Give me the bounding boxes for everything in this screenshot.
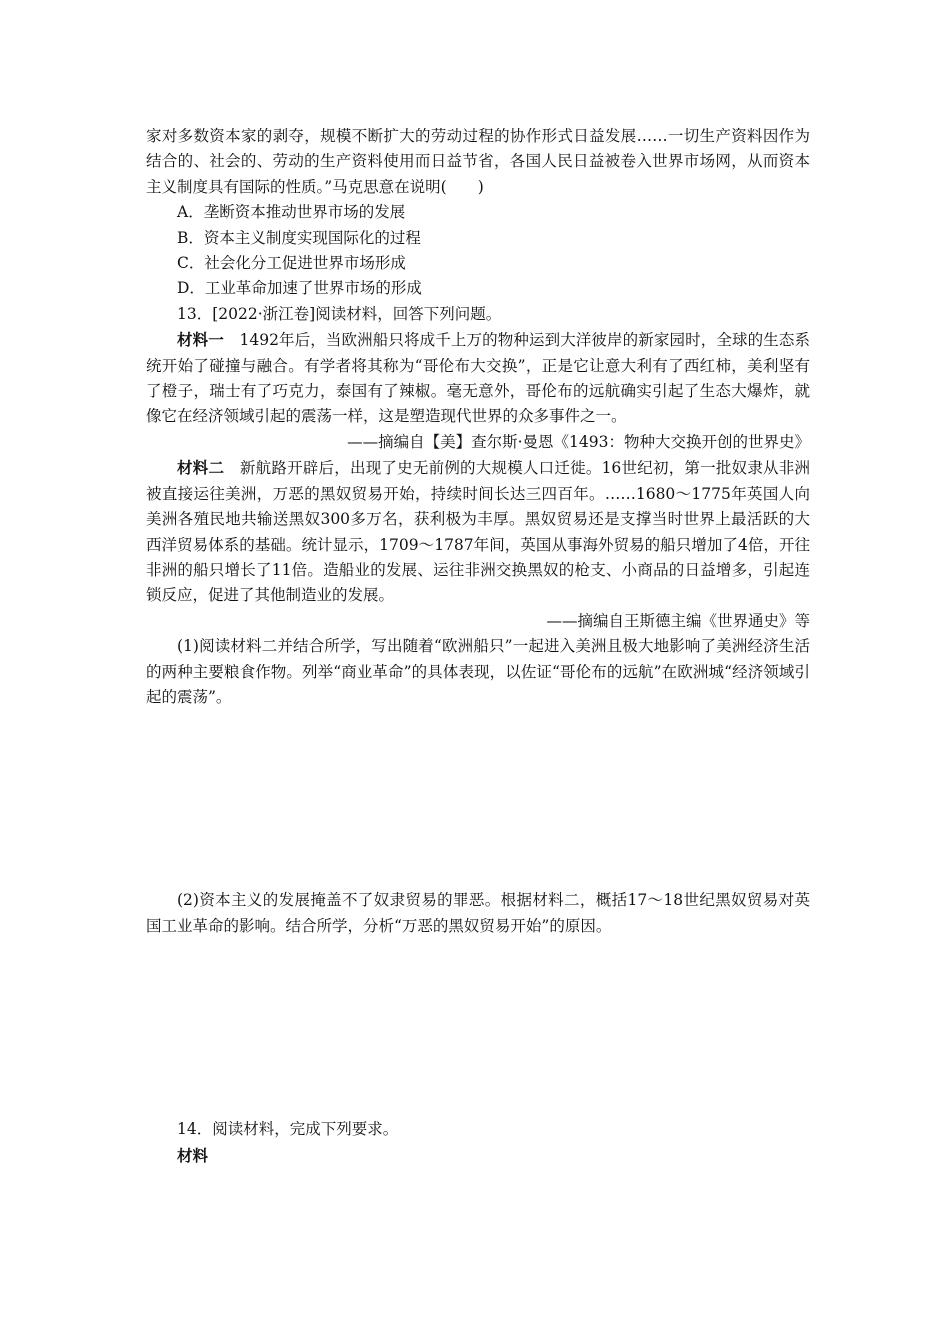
- question-13-heading: 13．[2022·浙江卷]阅读材料，回答下列问题。: [177, 304, 502, 323]
- option-b: B．资本主义制度实现国际化的过程: [177, 228, 421, 247]
- material-1: [146, 327, 810, 430]
- material-1-text: 1492年后，当欧洲船只将成千上万的物种运到大洋彼岸的新家园时，全球的生态系统开始了碰撞与融合。有学者将其称为“哥伦布大交换”，正是它让意大利有了西红柿，美利坚有了橙子，瑞士有了巧克力，泰国有了辣椒。毫无意外，哥伦布的远航确实引起了生态大爆炸，就像它在经济领域引起的震荡一样，这是塑造现代世界的众多事件之一。: [146, 331, 810, 426]
- material-1-source: ——摘编自【美】查尔斯·曼恩《1493：物种大交换开创的世界史》: [347, 432, 810, 451]
- material-1-label: 材料一: [177, 330, 224, 350]
- option-a: A．垄断资本推动世界市场的发展: [177, 203, 406, 222]
- option-d: D．工业革命加速了世界市场的形成: [177, 279, 422, 298]
- sub-question-1: (1)阅读材料二并结合所学，写出随着“欧洲船只”一起进入美洲且极大地影响了美洲经济生活的两种主要粮食作物。列举“商业革命”的具体表现，以佐证“哥伦布的远航”在欧洲城“经济领域引起的震荡”。: [146, 637, 810, 706]
- material-2-text: 新航路开辟后，出现了史无前例的大规模人口迁徙。16世纪初，第一批奴隶从非洲被直接运往美洲，万恶的黑奴贸易开始，持续时间长达三四百年。……1680～1775年英国人向美洲各殖民地共输送黑奴300多万名，获利极为丰厚。黑奴贸易还是支撑当时世界上最活跃的大西洋贸易体系的基础。统计显示，1709～1787年间，英国从事海外贸易的船只增加了4倍，开往非洲的船只增长了11倍。造船业的发展、运往非洲交换黑奴的枪支、小商品的日益增多，引起连锁反应，促进了其他制造业的发展。: [146, 459, 810, 605]
- material-2-label: 材料二: [177, 458, 225, 478]
- question-14-material-label: 材料: [177, 1145, 209, 1165]
- sub-question-2: (2)资本主义的发展掩盖不了奴隶贸易的罪恶。根据材料二，概括17～18世纪黑奴贸易对英国工业革命的影响。结合所学，分析“万恶的黑奴贸易开始”的原因。: [146, 891, 810, 935]
- material-2-source: ——摘编自王斯德主编《世界通史》等: [546, 611, 810, 630]
- option-c: C．社会化分工促进世界市场形成: [177, 254, 406, 273]
- document-page: [146, 124, 810, 1168]
- question-12-stem: 家对多数资本家的剥夺，规模不断扩大的劳动过程的协作形式日益发展……一切生产资料因作为结合的、社会的、劳动的生产资料使用而日益节省，各国人民日益被卷入世界市场网，从而资本主义制度具有国际的性质。”马克思意在说明( ): [146, 127, 810, 196]
- answer-space-1: [146, 710, 810, 888]
- question-14-heading: 14．阅读材料，完成下列要求。: [177, 1120, 399, 1139]
- answer-space-2: [146, 939, 810, 1117]
- material-2: [146, 455, 810, 608]
